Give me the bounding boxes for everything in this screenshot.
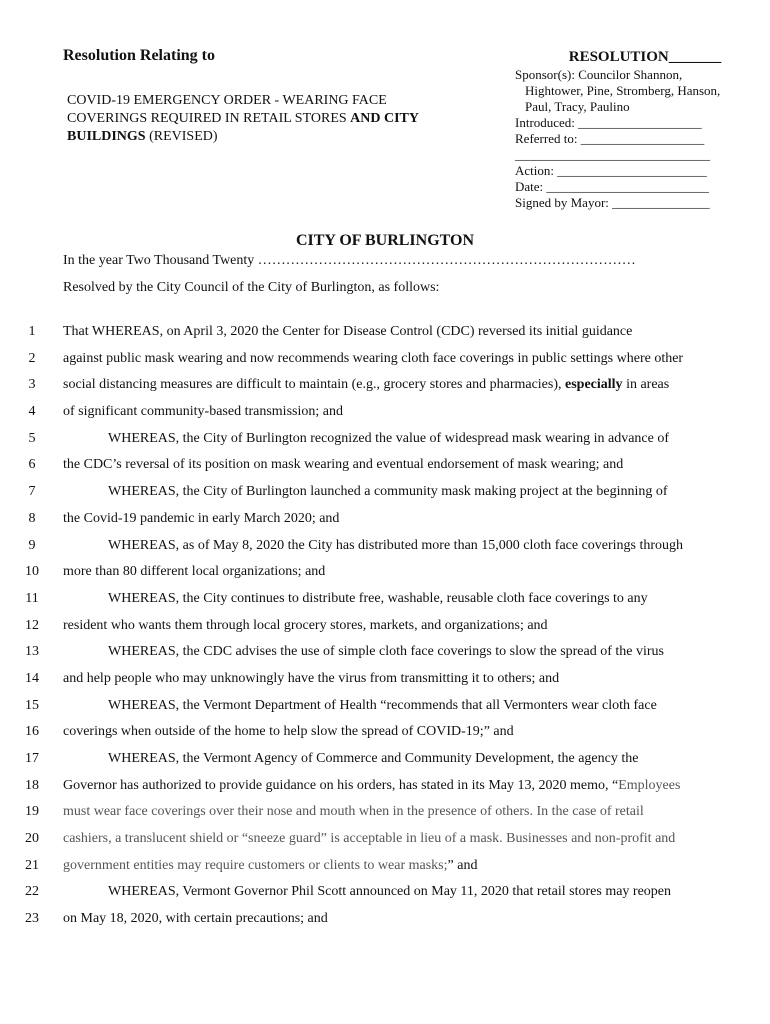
line-number: 9 xyxy=(28,537,36,553)
line-number: 14 xyxy=(25,670,39,686)
line-text xyxy=(108,884,734,900)
subject-line-2-text: COVERINGS REQUIRED IN RETAIL STORES xyxy=(67,111,351,126)
line-text-run: of significant community-based transmission; and xyxy=(63,404,343,420)
body-line xyxy=(0,720,770,747)
line-text-run: ” and xyxy=(447,857,478,873)
body-line xyxy=(0,480,770,507)
signed-by-mayor-field: Signed by Mayor: _______________ xyxy=(515,195,710,210)
resolution-subject xyxy=(67,92,467,146)
city-title: CITY OF BURLINGTON xyxy=(295,232,475,249)
line-number: 3 xyxy=(28,377,36,393)
line-text-run: WHEREAS, the City of Burlington launched a community mask making project at the beginning of xyxy=(108,484,668,500)
body-line xyxy=(0,667,770,694)
line-number: 1 xyxy=(28,324,36,339)
line-text-quote: government entities may require customers or clients to wear masks; xyxy=(63,857,448,873)
line-text xyxy=(63,858,734,874)
line-number: 6 xyxy=(28,457,36,473)
sponsor-line-3: Paul, Tracy, Paulino xyxy=(525,99,630,114)
line-number: 16 xyxy=(25,724,39,740)
line-text xyxy=(108,591,734,607)
introduced-field: Introduced: ___________________ xyxy=(515,115,702,130)
body-line xyxy=(0,854,770,881)
body-line xyxy=(0,774,770,801)
line-text-run: WHEREAS, the City continues to distribute free, washable, reusable cloth face coverings to any xyxy=(108,590,648,606)
line-text-run: WHEREAS, the Vermont Department of Health “recommends that all Vermonters wear cloth face xyxy=(108,697,657,713)
line-text xyxy=(63,324,734,340)
line-text xyxy=(108,698,734,714)
body-line xyxy=(0,427,770,454)
line-text-run: on May 18, 2020, with certain precautions; and xyxy=(63,911,328,927)
line-text xyxy=(108,484,734,500)
referred-field: Referred to: ___________________ xyxy=(515,131,705,146)
action-field: Action: _______________________ xyxy=(515,163,707,178)
body-line xyxy=(0,800,770,827)
subject-line-2 xyxy=(67,110,467,128)
line-text xyxy=(63,564,734,580)
line-text-run: and help people who may unknowingly have the virus from transmitting it to others; and xyxy=(63,670,560,686)
line-text-run: in areas xyxy=(622,377,670,393)
line-text xyxy=(63,511,734,527)
line-text-run: That WHEREAS, on April 3, 2020 the Center for Disease Control (CDC) reversed its initial guidance xyxy=(63,324,633,339)
numbered-body xyxy=(0,320,770,934)
line-text xyxy=(63,457,734,473)
line-text-run: more than 80 different local organizations; and xyxy=(63,564,326,580)
line-text-quote: must wear face coverings over their nose and mouth when in the presence of others. In the case of retail xyxy=(63,804,644,820)
line-text-run: the CDC’s reversal of its position on mask wearing and eventual endorsement of mask wearing; and xyxy=(63,457,624,473)
line-text xyxy=(63,804,734,820)
line-text xyxy=(63,724,734,740)
line-number: 10 xyxy=(25,564,39,580)
resolved-line: Resolved by the City Council of the City of Burlington, as follows: xyxy=(63,280,440,295)
body-line xyxy=(0,560,770,587)
date-field: Date: _________________________ xyxy=(515,179,709,194)
line-text-run: coverings when outside of the home to help slow the spread of COVID-19;” and xyxy=(63,724,514,740)
line-text-quote: cashiers, a translucent shield or “sneeze guard” is acceptable in lieu of a mask. Businesses and non-profit and xyxy=(63,831,676,847)
line-text-run: WHEREAS, as of May 8, 2020 the City has distributed more than 15,000 cloth face coverings through xyxy=(108,537,684,553)
year-line: In the year Two Thousand Twenty ……………………………………………………………………… xyxy=(63,253,636,268)
line-number: 21 xyxy=(25,857,39,873)
line-text-run: WHEREAS, the CDC advises the use of simple cloth face coverings to slow the spread of the virus xyxy=(108,644,664,660)
subject-line-3-bold: BUILDINGS xyxy=(67,129,146,144)
body-line xyxy=(0,640,770,667)
line-number: 2 xyxy=(28,350,36,366)
line-text-run: WHEREAS, the Vermont Agency of Commerce and Community Development, the agency the xyxy=(108,751,639,766)
sponsor-line-1: Sponsor(s): Councilor Shannon, xyxy=(515,67,683,82)
body-line xyxy=(0,507,770,534)
line-number: 13 xyxy=(25,644,39,660)
body-line xyxy=(0,400,770,427)
line-text-run: the Covid-19 pandemic in early March 2020; and xyxy=(63,510,340,526)
body-line xyxy=(0,880,770,907)
sponsor-line-2: Hightower, Pine, Stromberg, Hanson, xyxy=(525,83,721,98)
body-line xyxy=(0,587,770,614)
line-number: 15 xyxy=(25,697,39,713)
blank-field: ______________________________ xyxy=(515,147,710,162)
body-line xyxy=(0,614,770,641)
subject-line-1: COVID-19 EMERGENCY ORDER - WEARING FACE xyxy=(67,93,387,108)
line-text xyxy=(63,377,734,393)
subject-line-2-bold: AND CITY xyxy=(350,111,420,126)
line-text-run: WHEREAS, the City of Burlington recognized the value of widespread mask wearing in advance of xyxy=(108,430,670,446)
line-text xyxy=(108,751,734,767)
line-text-run: social distancing measures are difficult to maintain (e.g., grocery stores and pharmacies), xyxy=(63,377,566,393)
line-number: 22 xyxy=(25,884,39,900)
line-text xyxy=(108,431,734,447)
line-number: 12 xyxy=(25,617,39,633)
line-number: 5 xyxy=(28,430,36,446)
line-number: 17 xyxy=(25,751,39,766)
line-text xyxy=(63,831,734,847)
subject-line-3 xyxy=(67,128,467,146)
line-number: 8 xyxy=(28,510,36,526)
line-text xyxy=(63,404,734,420)
body-line xyxy=(0,694,770,721)
resolution-relating-heading: Resolution Relating to xyxy=(63,47,215,64)
line-number: 4 xyxy=(28,404,36,420)
line-text-run: Governor has authorized to provide guidance on his orders, has stated in its May 13, 2020 memo, “ xyxy=(63,777,619,793)
body-line xyxy=(0,320,770,347)
resolution-number-title: RESOLUTION_______ xyxy=(568,49,722,65)
line-text xyxy=(108,538,734,554)
line-number: 11 xyxy=(25,590,39,606)
line-number: 18 xyxy=(25,777,39,793)
line-text-run: against public mask wearing and now recommends wearing cloth face coverings in public settings where other xyxy=(63,350,684,366)
body-line xyxy=(0,347,770,374)
subject-line-3-text: (REVISED) xyxy=(145,129,218,144)
body-line xyxy=(0,907,770,934)
body-line xyxy=(0,453,770,480)
line-text-quote: Employees xyxy=(618,777,681,793)
body-line xyxy=(0,747,770,774)
resolution-info-block xyxy=(515,49,745,211)
line-text xyxy=(63,618,734,634)
body-line xyxy=(0,827,770,854)
body-line xyxy=(0,534,770,561)
line-text xyxy=(63,351,734,367)
line-number: 7 xyxy=(28,484,36,500)
line-number: 19 xyxy=(25,804,39,820)
line-text-run: resident who wants them through local grocery stores, markets, and organizations; and xyxy=(63,617,548,633)
line-text-run: WHEREAS, Vermont Governor Phil Scott announced on May 11, 2020 that retail stores may reopen xyxy=(108,884,672,900)
line-number: 20 xyxy=(25,831,39,847)
line-text xyxy=(108,644,734,660)
line-number: 23 xyxy=(25,911,39,927)
line-text-bold: especially xyxy=(565,377,623,393)
line-text xyxy=(63,671,734,687)
body-line xyxy=(0,373,770,400)
line-text xyxy=(63,911,734,927)
line-text xyxy=(63,778,734,794)
